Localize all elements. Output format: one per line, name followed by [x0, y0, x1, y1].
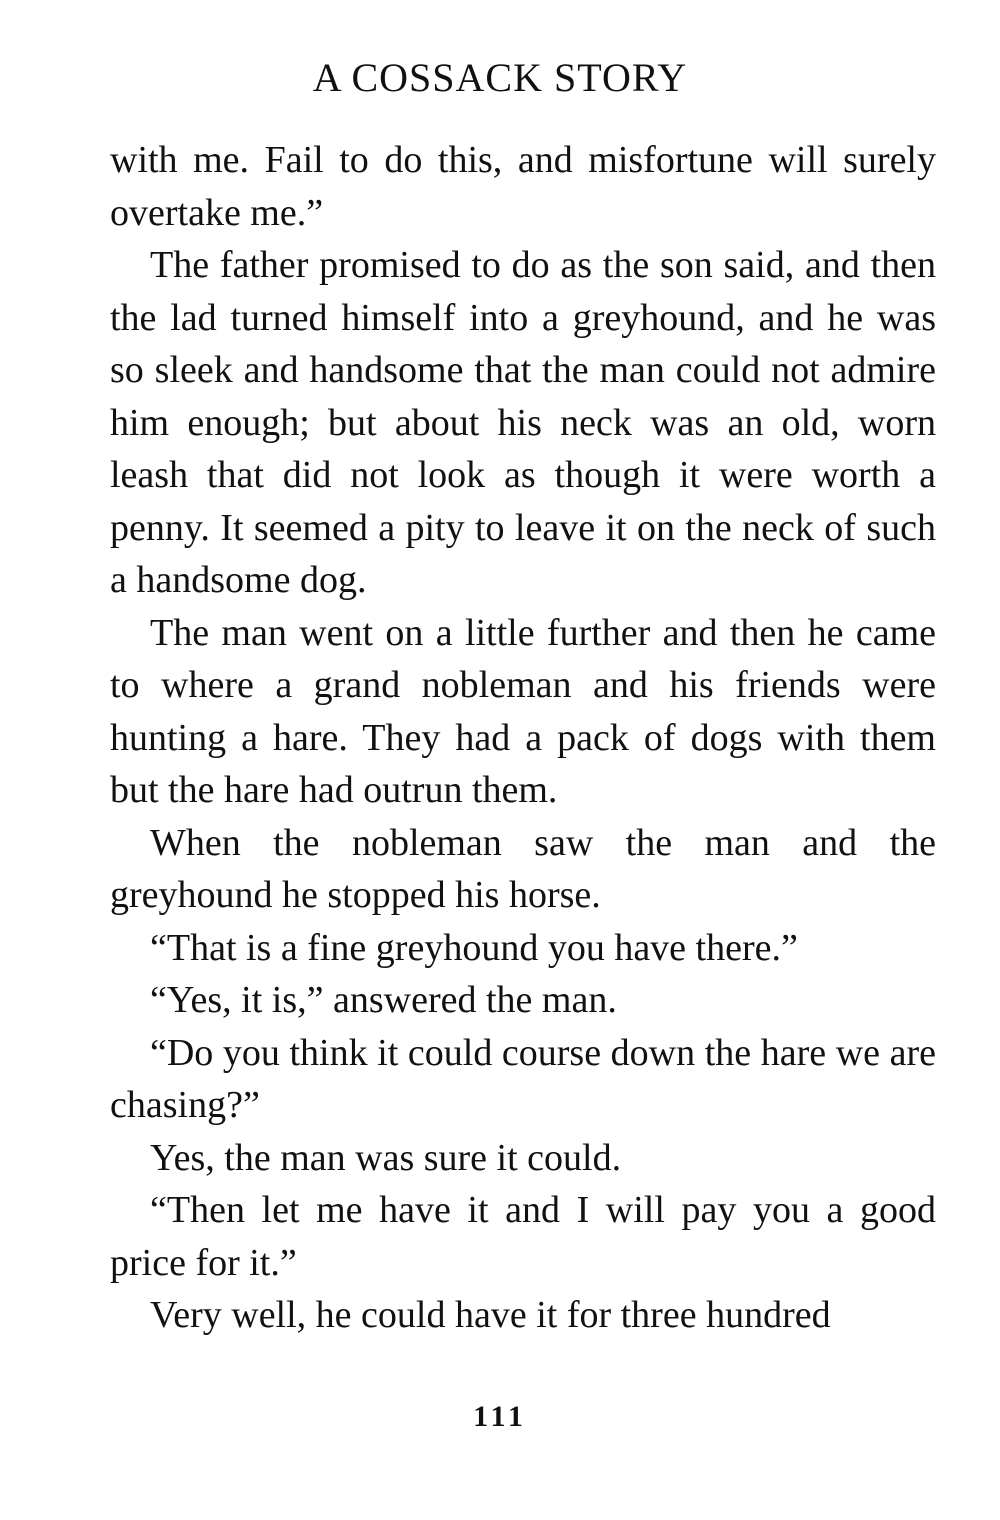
paragraph: “Do you think it could course down the hare we are chasing?” — [110, 1031, 936, 1126]
paragraph-continued: with me. Fail to do this, and misfortune will surely overtake me.” — [110, 139, 936, 234]
page-number: 111 — [473, 1400, 527, 1433]
paragraph: The father promised to do as the son said, and then the lad turned himself into a greyhound, and he was so sleek and handsome that the man could not admire him enough; but about his neck was an old, worn leash that did not look as though it were worth a penny. It seemed a pity to leave it on the neck of such a handsome dog. — [110, 244, 936, 601]
paragraph: Yes, the man was sure it could. — [150, 1136, 622, 1179]
paragraph: When the nobleman saw the man and the greyhound he stopped his horse. — [110, 821, 936, 916]
paragraph: “Then let me have it and I will pay you a good price for it.” — [110, 1189, 936, 1284]
running-title: A COSSACK STORY — [312, 55, 688, 100]
body-text — [110, 134, 936, 1342]
paragraph: The man went on a little further and then he came to where a grand nobleman and his friends were hunting a hare. They had a pack of dogs with them but the hare had outrun them. — [110, 611, 936, 811]
paragraph: “That is a fine greyhound you have there.” — [150, 926, 798, 969]
paragraph: Very well, he could have it for three hundred — [150, 1294, 831, 1336]
paragraph: “Yes, it is,” answered the man. — [150, 979, 617, 1021]
